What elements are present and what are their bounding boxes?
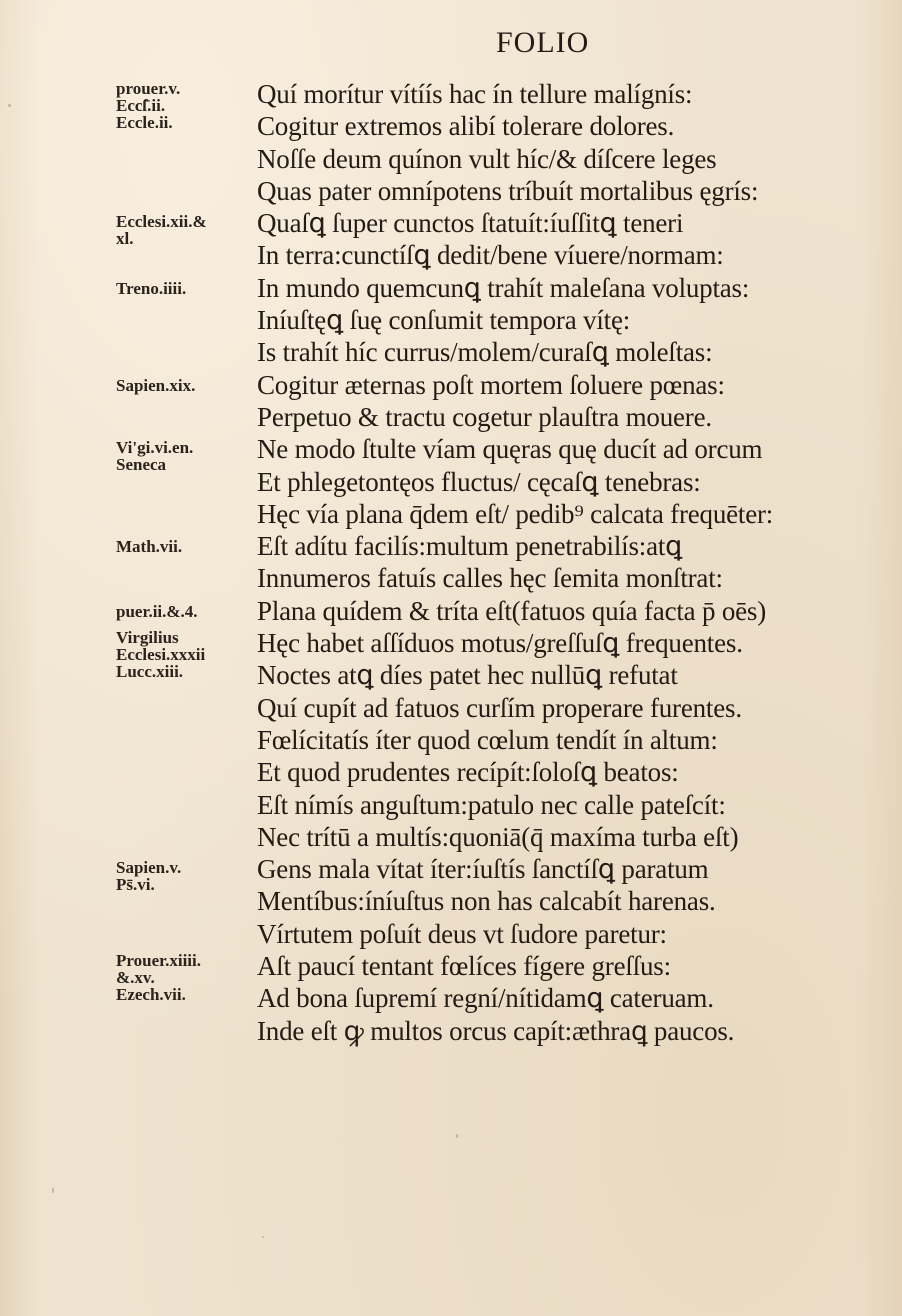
- verse-row: [0, 272, 902, 304]
- verse-row: [0, 110, 902, 142]
- marginal-gloss-line: Prouer.xiiii.: [116, 951, 201, 971]
- verse-row: [0, 304, 902, 336]
- verse-line: Inde eſt ꝙ multos orcus capít:æthraꝗ paucos.: [257, 1015, 735, 1046]
- verse-row: [0, 239, 902, 271]
- marginal-gloss-line: Treno.iiii.: [116, 278, 187, 298]
- paper-speck: [52, 1188, 54, 1193]
- verse-line: Plana quídem & tríta eſt(fatuos quía facta p̄ oēs): [257, 595, 767, 626]
- marginal-gloss-line: Seneca: [116, 455, 167, 475]
- verse-line: In terra:cunctíſꝗ dedit/bene víuere/normam:: [257, 240, 724, 271]
- verse-row: [0, 692, 902, 724]
- verse-line: Eſt nímís anguſtum:patulo nec calle pateſcít:: [257, 789, 726, 820]
- verse-row: [0, 336, 902, 368]
- marginal-gloss-line: Ecclesi.xii.&: [116, 212, 207, 232]
- verse-row: [0, 1015, 902, 1047]
- verse-line: Hęc habet aſſíduos motus/greſſuſꝗ frequentes.: [257, 628, 743, 659]
- marginal-gloss-line: Math.vii.: [116, 537, 183, 557]
- verse-row: [0, 918, 902, 950]
- marginal-gloss: [116, 280, 256, 297]
- verse-row: [0, 369, 902, 401]
- verse-line: Hęc vía plana q̄dem eſt/ pedib⁹ calcata frequēter:: [257, 498, 774, 529]
- verse-row: [0, 207, 902, 249]
- verse-line: Mentíbus:íníuſtus non has calcabít harenas.: [257, 886, 716, 917]
- marginal-gloss: [116, 603, 256, 620]
- marginal-gloss: [116, 377, 256, 394]
- verse-line: Nec trítū a multís:quoniā(q̄ maxíma turba eſt): [257, 821, 739, 852]
- verse-row: [0, 562, 902, 594]
- marginal-gloss-line: Vi'gi.vi.en.: [116, 438, 194, 458]
- verse-line: Cogitur æternas poſt mortem ſoluere pœnas:: [257, 369, 725, 400]
- verse-row: [0, 821, 902, 853]
- marginal-gloss-line: Lucc.xiii.: [116, 662, 184, 682]
- marginal-gloss-line: Ps̄.vi.: [116, 875, 155, 895]
- marginal-gloss-line: Sapien.xix.: [116, 375, 196, 395]
- verse-row: [0, 175, 902, 207]
- verse-line: Gens mala vítat íter:íuſtís ſanctíſꝗ paratum: [257, 854, 709, 885]
- verse-line: Quas pater omnípotens tríbuít mortalibus ęgrís:: [257, 175, 759, 206]
- verse-row: [0, 498, 902, 530]
- paper-speck: [456, 1134, 458, 1138]
- verse-row: [0, 853, 902, 895]
- verse-row: [0, 595, 902, 627]
- marginal-gloss-line: puer.ii.&.4.: [116, 601, 198, 621]
- paper-speck: [8, 104, 11, 107]
- verse-line: Et phlegetontęos fluctus/ cęcaſꝗ tenebras:: [257, 466, 701, 497]
- verse-row: [0, 756, 902, 788]
- verse-line: Noctes atꝗ díes patet hec nullūꝗ refutat: [257, 660, 678, 691]
- verse-line: Innumeros fatuís calles hęc ſemita monſtrat:: [257, 563, 723, 594]
- verse-row: [0, 466, 902, 498]
- page-header-folio: FOLIO: [496, 26, 590, 59]
- verse-line: Iníuſtęꝗ ſuę conſumit tempora vítę:: [257, 305, 631, 336]
- marginal-gloss-line: &.xv.: [116, 968, 155, 988]
- verse-line: Fœlícitatís íter quod cœlum tendít ín altum:: [257, 724, 718, 755]
- marginal-gloss-line: Virgilius: [116, 628, 179, 648]
- marginal-gloss-line: Eccſ̄.ii.: [116, 96, 166, 115]
- verse-row: [0, 143, 902, 175]
- marginal-gloss-line: xl.: [116, 229, 134, 249]
- verse-line: Noſſe deum quínon vult híc/& díſcere leges: [257, 143, 717, 174]
- verse-line: Quaſꝗ ſuper cunctos ſtatuít:íuſſitꝗ teneri: [257, 208, 684, 239]
- marginal-gloss-line: Eccle.ii.: [116, 113, 173, 132]
- verse-line: Is trahít híc currus/molem/curaſꝗ moleſtas:: [257, 337, 713, 368]
- marginal-gloss-line: Ecclesi.xxxii: [116, 645, 206, 665]
- verse-row: [0, 530, 902, 562]
- verse-row: [0, 433, 902, 475]
- verse-line: Vírtutem poſuít deus vt ſudore paretur:: [257, 918, 667, 949]
- verse-line: Aſt paucí tentant fœlíces fígere greſſus:: [257, 951, 671, 982]
- marginal-gloss-line: Sapien.v.: [116, 858, 182, 878]
- marginal-gloss-line: prouer.v.: [116, 79, 181, 98]
- marginal-gloss: [116, 538, 256, 555]
- verse-line: Ad bona ſupremí regní/nítidamꝗ cateruam.: [257, 983, 714, 1014]
- verse-line: Quí morítur vítíís hac ín tellure malígnís:: [257, 79, 693, 109]
- verse-line: Quí cupít ad fatuos curſím properare furentes.: [257, 692, 742, 723]
- verse-line: In mundo quemcunꝗ trahít maleſana voluptas:: [257, 272, 750, 303]
- verse-row: [0, 982, 902, 1014]
- verse-line: Et quod prudentes recípít:ſoloſꝗ beatos:: [257, 757, 679, 788]
- verse-row: [0, 659, 902, 691]
- verse-row: [0, 401, 902, 433]
- verse-text-block: [0, 78, 902, 1047]
- paper-speck: [262, 1236, 264, 1238]
- marginal-gloss-line: Ezech.vii.: [116, 985, 186, 1005]
- verse-row: [0, 885, 902, 917]
- verse-line: Perpetuo & tractu cogetur plauſtra mouere.: [257, 401, 712, 432]
- verse-line: Cogitur extremos alibí tolerare dolores.: [257, 111, 675, 142]
- verse-line: Ne modo ſtulte víam quęras quę ducít ad orcum: [257, 434, 763, 465]
- verse-row: [0, 789, 902, 821]
- verse-row: [0, 724, 902, 756]
- verse-line: Eſt adítu facilís:multum penetrabilís:atꝗ: [257, 531, 683, 562]
